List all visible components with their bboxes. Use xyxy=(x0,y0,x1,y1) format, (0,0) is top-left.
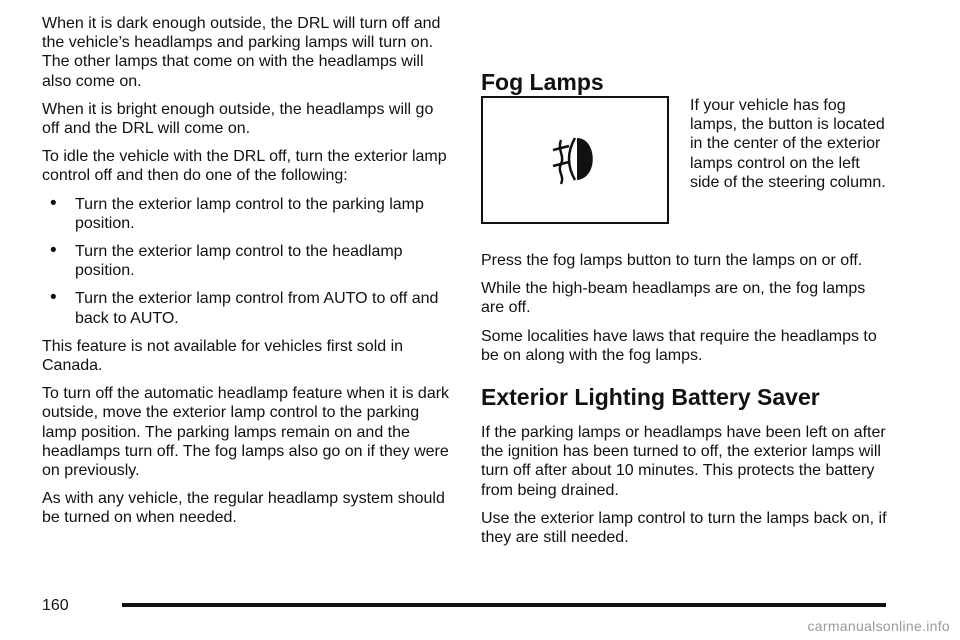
paragraph-idle-intro: To idle the vehicle with the DRL off, turn the exterior lamp control off and then do one of the following: xyxy=(42,148,447,185)
list-item: • Turn the exterior lamp control to the headlamp position. xyxy=(42,242,452,280)
list-item: • Turn the exterior lamp control from AUTO to off and back to AUTO. xyxy=(42,289,452,327)
list-item: • Turn the exterior lamp control to the parking lamp position. xyxy=(42,195,452,233)
fog-lamps-location-text: If your vehicle has fog lamps, the button is located in the center of the exterior lamps control on the left side of the steering column. xyxy=(690,97,886,191)
paragraph-high-beam: While the high-beam headlamps are on, the fog lamps are off. xyxy=(481,280,866,317)
fog-lamp-icon xyxy=(545,130,605,190)
paragraph-turn-back-on: Use the exterior lamp control to turn the lamps back on, if they are still needed. xyxy=(481,509,887,547)
left-column xyxy=(42,14,452,537)
paragraph-drl-bright: When it is bright enough outside, the headlamps will go off and the DRL will come on. xyxy=(42,100,434,138)
paragraph-battery-saver: If the parking lamps or headlamps have been left on after the ignition has been turned to off, the exterior lamps will turn off after about 10 minutes. This protects the battery from being drained. xyxy=(481,424,886,499)
battery-saver-heading: Exterior Lighting Battery Saver xyxy=(481,384,820,411)
idle-options-list xyxy=(42,195,452,328)
watermark: carmanualsonline.info xyxy=(807,618,950,634)
fog-lamps-heading: Fog Lamps xyxy=(481,69,604,95)
paragraph-press-button: Press the fog lamps button to turn the lamps on or off. xyxy=(481,252,863,269)
paragraph-regular-headlamp: As with any vehicle, the regular headlamp system should be turned on when needed. xyxy=(42,490,445,527)
fog-lamp-illustration xyxy=(481,96,669,224)
fog-lamps-section xyxy=(481,46,891,251)
paragraph-canada: This feature is not available for vehicles first sold in Canada. xyxy=(42,337,404,375)
paragraph-turn-off-auto: To turn off the automatic headlamp feature when it is dark outside, move the exterior lamp control to the parking lamp position. The parking lamps remain on and the headlamps turn off. The fog lamps also go on if they were on previously. xyxy=(42,385,450,480)
page-number: 160 xyxy=(42,597,69,614)
footer-rule xyxy=(122,603,886,607)
right-column xyxy=(481,14,891,556)
paragraph-drl-dark: When it is dark enough outside, the DRL will turn off and the vehicle’s headlamps and parking lamps will turn on. The other lamps that come on with the headlamps will also come on. xyxy=(42,15,441,90)
paragraph-localities: Some localities have laws that require the headlamps to be on along with the fog lamps. xyxy=(481,327,877,364)
